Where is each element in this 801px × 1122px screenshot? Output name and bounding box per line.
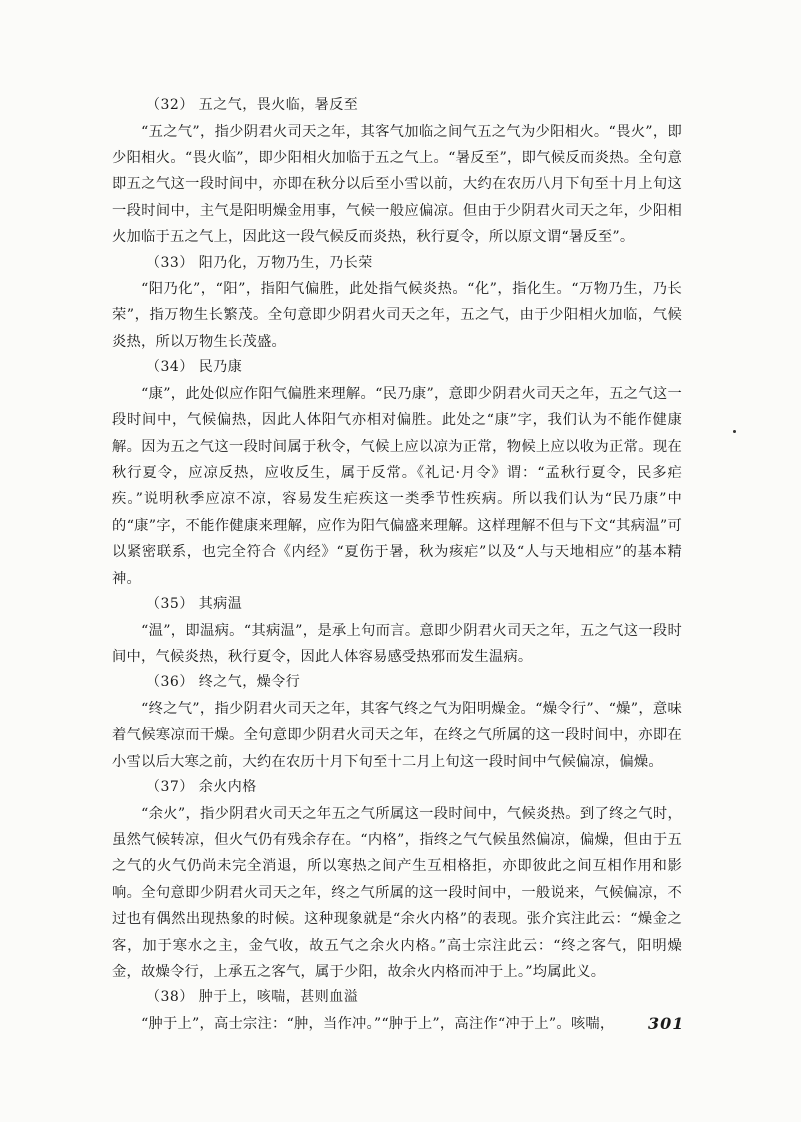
section-body-37: “余火”，指少阴君火司天之年五之气所属这一段时间中，气候炎热。到了终之气时，虽然气候转凉，但火气仍有残余存在。“内格”，指终之气气候虽然偏凉，偏燥，但由于五之气的火气仍尚未完全消退，所以寒热之间产生互相格拒，亦即彼此之间互相作用和影响。全句意即少阴君火司天之年，终之气所属的这一段时间中，一般说来，气候偏凉，不过也有偶然出现热象的时候。这种现象就是“余火内格”的表现。张介宾注此云：“燥金之客，加于寒水之主，金气收，故五气之余火内格。”高士宗注此云：“终之客气，阳明燥金，故燥令行，上承五之客气，属于少阳，故余火内格而冲于上。”均属此义。 [112,805,682,980]
section-body-35: “温”，即温病。“其病温”，是承上句而言。意即少阴君火司天之年，五之气这一段时间中，气候炎热，秋行夏令，因此人体容易感受热邪而发生温病。 [112,622,682,665]
page-content [112,93,685,1037]
section-heading-33: （33） 阳乃化，万物乃生，乃长荣 [146,254,373,271]
section-body-36: “终之气”，指少阴君火司天之年，其客气终之气为阳明燥金。“燥令行”、“燥”，意味着气候寒凉而干燥。全句意即少阴君火司天之年，在终之气所属的这一段时间中，亦即在小雪以后大寒之前，大约在农历十月下旬至十二月上旬这一段时间中气候偏凉，偏燥。 [112,700,682,770]
section-body-32: “五之气”，指少阴君火司天之年，其客气加临之间气五之气为少阳相火。“畏火”，即少阳相火。“畏火临”，即少阳相火加临于五之气上。“暑反至”，即气候反而炎热。全句意即五之气这一段时间中，亦即在秋分以后至小雪以前，大约在农历八月下旬至十月上旬这一段时间中，主气是阳明燥金用事，气候一般应偏凉。但由于少阴君火司天之年，少阳相火加临于五之气上，因此这一段气候反而炎热，秋行夏令，所以原文谓“暑反至”。 [112,123,682,246]
scan-speck [733,430,736,433]
section-heading-38: （38） 肿于上，咳喘，甚则血溢 [146,989,359,1006]
section-heading-34: （34） 民乃康 [146,359,243,376]
section-heading-35: （35） 其病温 [146,596,243,612]
section-heading-32: （32） 五之气，畏火临，暑反至 [146,97,359,113]
section-body-34: “康”，此处似应作阳气偏胜来理解。“民乃康”，意即少阴君火司天之年，五之气这一段时间中，气候偏热，因此人体阳气亦相对偏胜。此处之“康”字，我们认为不能作健康解。因为五之气这一段时间属于秋令，气候上应以凉为正常，物候上应以收为正常。现在秋行夏令，应凉反热，应收反生，属于反常。《礼记·月令》谓：“孟秋行夏令，民多疟疾。”说明秋季应凉不凉，容易发生疟疾这一类季节性疾病。所以我们认为“民乃康”中的“康”字，不能作健康来理解，应作为阳气偏盛来理解。这样理解不但与下文“其病温”可以紧密联系，也完全符合《内经》“夏伤于暑，秋为痎疟”以及“人与天地相应”的基本精神。 [112,385,682,587]
section-heading-37: （37） 余火内格 [146,779,257,796]
section-body-38: “肿于上”，高士宗注：“肿，当作冲。”“肿于上”，高注作“冲于上”。咳喘， [141,1015,615,1032]
section-body-33: “阳乃化”，“阳”，指阳气偏胜，此处指气候炎热。“化”，指化生。“万物乃生，乃长荣”，指万物生长繁茂。全句意即少阴君火司天之年，五之气，由于少阳相火加临，气候炎热，所以万物生长茂盛。 [112,281,682,350]
page-number: 301 [648,1014,685,1033]
section-heading-36: （36） 终之气，燥令行 [146,674,301,691]
